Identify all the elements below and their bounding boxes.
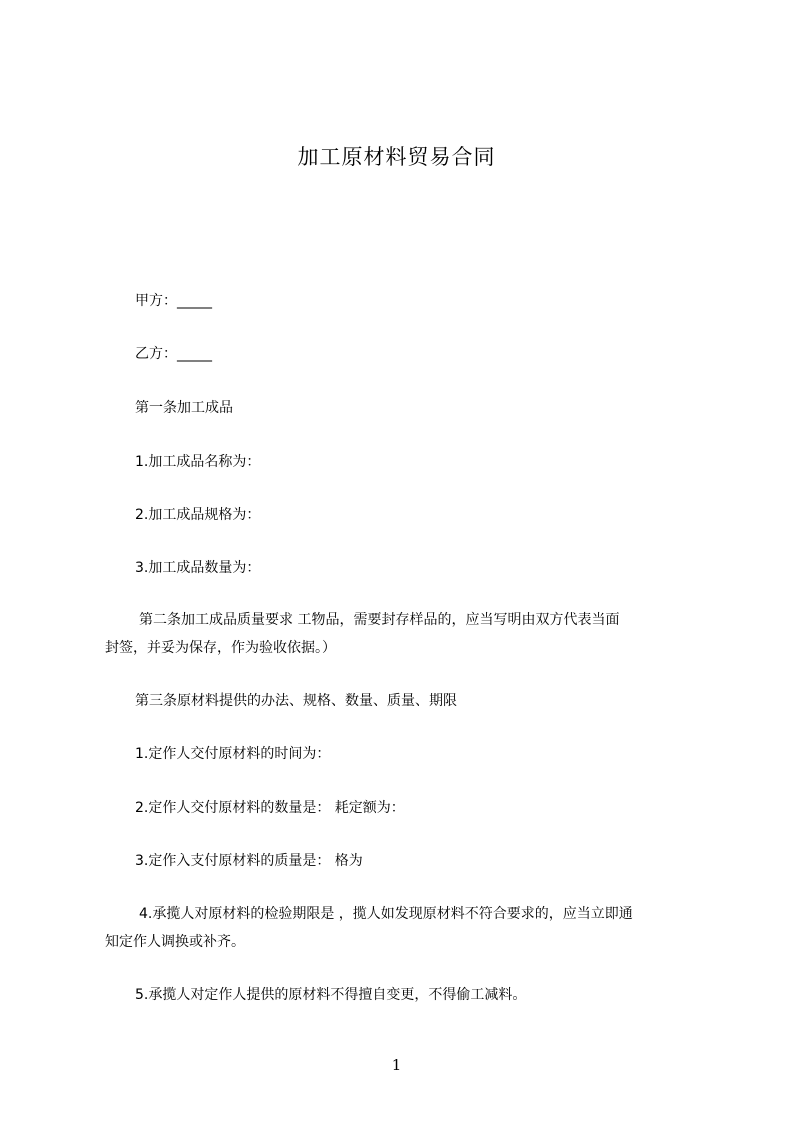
party-b-text: 乙方：_____ — [135, 346, 212, 362]
article3-heading — [105, 688, 711, 714]
article3-item4-line1-text: 4.承揽人对原材料的检验期限是 ，揽人如发现原材料不符合要求的，应当立即通 — [139, 906, 633, 922]
article2-line2-text: 封签，并妥为保存，作为验收依据。） — [105, 640, 336, 656]
party-a-line — [105, 288, 711, 314]
article3-item2-text: 2.定作人交付原材料的数量是： 耗定额为： — [135, 800, 405, 816]
page-number: 1 — [391, 1056, 402, 1074]
article1-item2-text: 2.加工成品规格为： — [135, 507, 261, 523]
article3-item5 — [105, 982, 711, 1008]
article3-item4-line1 — [105, 901, 711, 927]
article3-item4-line2 — [105, 929, 711, 955]
party-b-line — [105, 341, 711, 367]
article1-item1 — [105, 449, 711, 475]
article1-item2 — [105, 502, 711, 528]
article3-item3 — [105, 848, 711, 874]
article3-item4-line2-text: 知定作人调换或补齐。 — [105, 934, 245, 950]
article1-item3 — [105, 555, 711, 581]
article1-heading — [105, 395, 711, 421]
article3-item1 — [105, 741, 711, 767]
article1-item1-text: 1.加工成品名称为： — [135, 454, 261, 470]
article2-line1 — [105, 607, 711, 633]
article3-heading-text: 第三条原材料提供的办法、规格、数量、质量、期限 — [135, 693, 457, 709]
document-title: 加工原材料贸易合同 — [297, 145, 496, 169]
article2-line2 — [105, 635, 711, 661]
article1-heading-text: 第一条加工成品 — [135, 400, 233, 416]
article1-item3-text: 3.加工成品数量为： — [135, 560, 261, 576]
article3-item5-text: 5.承揽人对定作人提供的原材料不得擅自变更，不得偷工减料。 — [135, 987, 527, 1003]
party-a-text: 甲方：_____ — [135, 293, 212, 309]
article3-item1-text: 1.定作人交付原材料的时间为： — [135, 746, 331, 762]
article2-line1-text: 第二条加工成品质量要求 工物品，需要封存样品的，应当写明由双方代表当面 — [139, 612, 620, 628]
article3-item2 — [105, 795, 711, 821]
article3-item3-text: 3.定作入支付原材料的质量是： 格为 — [135, 853, 363, 869]
